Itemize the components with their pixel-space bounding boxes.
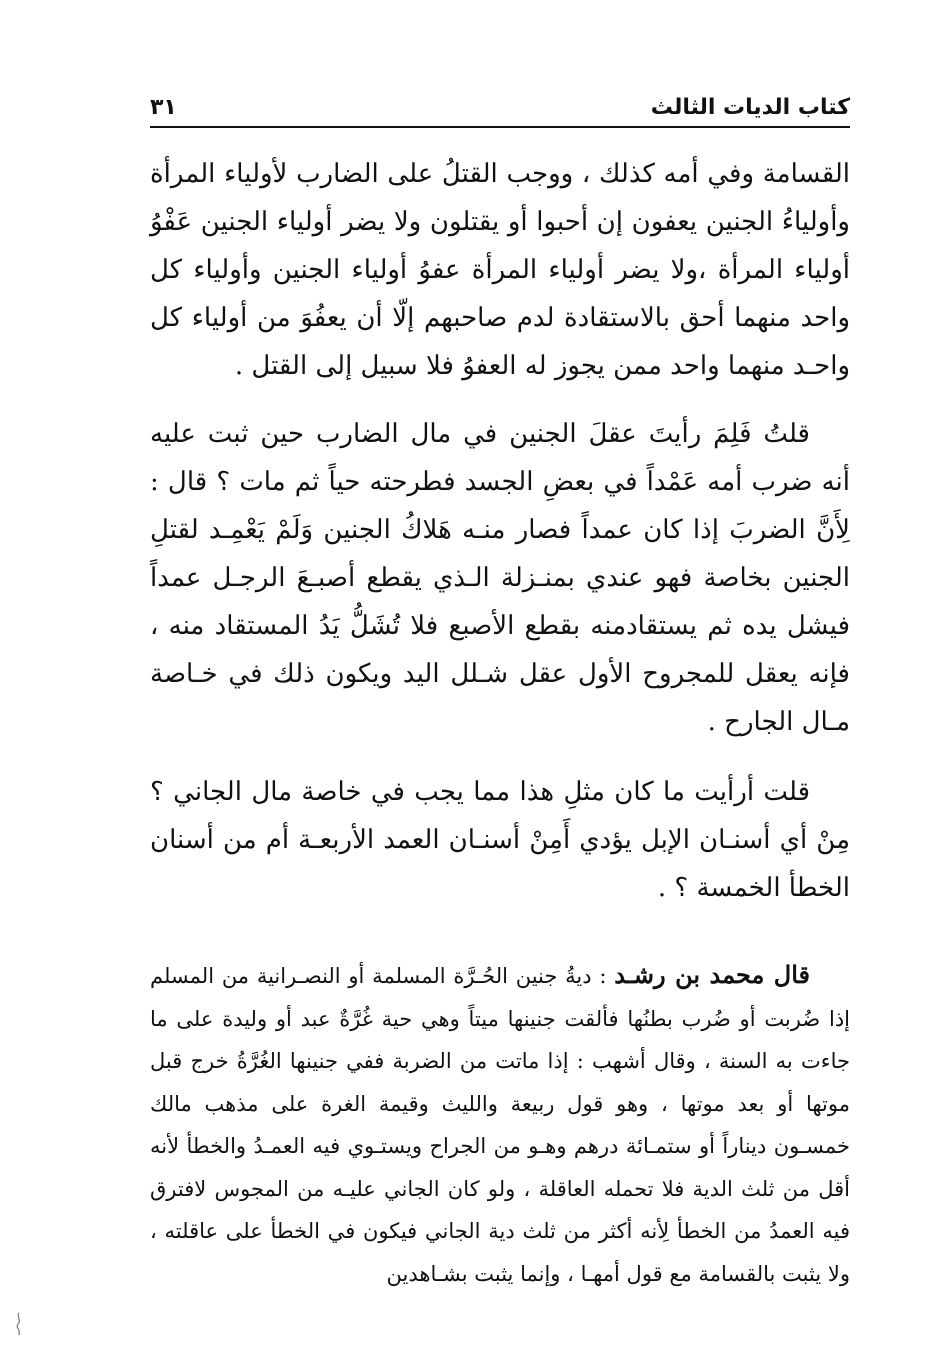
- margin-mark-icon: [14, 1312, 24, 1336]
- commentary-text: : ديةُ جنين الحُـرَّة المسلمة أو النصـرانية من المسلم إذا ضُربت أو ضُرب بطنُها فألقت جنينها ميتاً وهي حية غُرَّةٌ عبد أو وليدة على ما جاءت به السنة ، وقال أشهب : إذا ماتت من الضربة ففي جنينها الغُرَّةُ خرج قبل موتها أو بعد موتها ، وهو قول ربيعة والليث وقيمة الغرة على مذهب مالك خمسـون ديناراً أو ستمـائة درهم وهـو من الجراح ويستـوي فيه العمـدُ والخطأ لأنه أقل من ثلث الدية فلا تحمله العاقلة ، ولو كان الجاني عليـه من المجوس لافترق فيه العمدُ من الخطأ لِأنه أكثر من ثلث دية الجاني فيكون في الخطأ على عاقلته ، ولا يثبت بالقسامة مع قول أمهـا ، وإنما يثبت بشـاهدين: [150, 964, 850, 1286]
- paragraph-1: القسامة وفي أمه كذلك ، ووجب القتلُ على الضارب لأولياء المرأة وأولياءُ الجنين يعفون إن أحبوا أو يقتلون ولا يضر أولياء الجنين عَفْوُ أولياء المرأة ،ولا يضر أولياء المرأة عفوُ أولياء الجنين وأولياء كل واحد منهما أحق بالاستقادة لدم صاحبهم إلّا أن يعفُوَ من أولياء كل واحـد منهما واحد ممن يجوز له العفوُ فلا سبيل إلى القتل .: [150, 159, 850, 381]
- book-title: كتاب الديات الثالث: [650, 95, 850, 120]
- paragraph-3: قلت أرأيت ما كان مثلِ هذا مما يجب في خاصة مال الجاني ؟ مِنْ أي أسنـان الإبل يؤدي أَمِنْ أسنـان العمد الأربعـة أم من أسنان الخطأ الخمسة ؟ .: [150, 777, 850, 903]
- speaker-name: قال محمد بن رشـد: [614, 960, 810, 989]
- paragraph-2: قلتُ فَلِمَ رأيتَ عقلَ الجنين في مال الضارب حين ثبت عليه أنه ضرب أمه عَمْداً في بعضِ الجسد فطرحته حياً ثم مات ؟ قال : لِأَنَّ الضربَ إذا كان عمداً فصار منـه هَلاكُ الجنين وَلَمْ يَعْمِـد لقتلِ الجنين بخاصة فهو عندي بمنـزلة الـذي يقطع أصبـعَ الرجـل عمداً فيشل يده ثم يستقادمنه بقطع الأصبع فلا تُشَلُّ يَدُ المستقاد منه ، فإنه يعقل للمجروح الأول عقل شـلل اليد ويكون ذلك في خـاصة مـال الجارح .: [150, 419, 850, 737]
- body-text: [150, 150, 850, 1295]
- page-number: ٣١: [150, 95, 177, 120]
- running-header: [150, 80, 850, 120]
- book-page: [150, 0, 850, 1365]
- commentary-paragraph: [150, 954, 850, 1295]
- header-rule: [150, 126, 850, 128]
